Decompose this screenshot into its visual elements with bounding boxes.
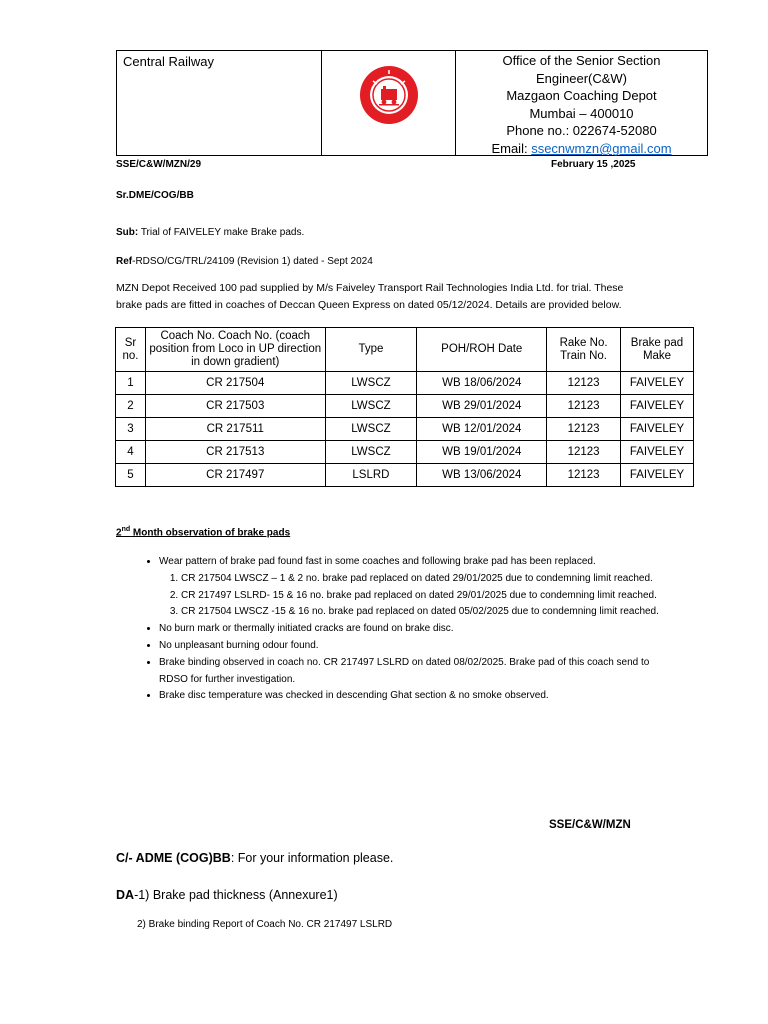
table-row: [116, 372, 694, 395]
table-cell: 4: [116, 441, 146, 464]
subject-label: Sub:: [116, 227, 139, 238]
table-row: [116, 418, 694, 441]
da-item-2: 2) Brake binding Report of Coach No. CR 217497 LSLRD: [137, 919, 393, 930]
table-cell: 12123: [547, 441, 621, 464]
table-cell: 12123: [547, 464, 621, 487]
da-line: [116, 888, 338, 902]
letter-date: February 15 ,2025: [551, 159, 636, 170]
table-cell: FAIVELEY: [621, 418, 694, 441]
list-item: 1. CR 217504 LWSCZ – 1 & 2 no. brake pad replaced on dated 29/01/2025 due to condemning limit reached.: [181, 571, 679, 588]
logo-cell: [322, 51, 456, 155]
list-item: • No burn mark or thermally initiated cracks are found on brake disc.: [159, 621, 679, 638]
copy-text: : For your information please.: [230, 851, 394, 865]
intro-line-2: brake pads are fitted in coaches of Deccan Queen Express on dated 05/12/2024. Details are provided below.: [116, 299, 622, 311]
heading-number: 2: [116, 527, 122, 539]
list-item: • Brake disc temperature was checked in descending Ghat section & no smoke observed.: [159, 688, 679, 705]
subject-line: [116, 227, 304, 238]
email-link[interactable]: ssecnwmzn@gmail.com: [531, 140, 672, 156]
table-row: [116, 464, 694, 487]
table-cell: 12123: [547, 418, 621, 441]
table-cell: WB 12/01/2024: [417, 418, 547, 441]
table-cell: LWSCZ: [325, 395, 417, 418]
list-item-text: Wear pattern of brake pad found fast in some coaches and following brake pad has been replaced.: [159, 556, 596, 567]
table-cell: 2: [116, 395, 146, 418]
table-cell: LWSCZ: [325, 441, 417, 464]
heading-text: Month observation of brake pads: [130, 527, 291, 539]
recipient: Sr.DME/COG/BB: [116, 190, 194, 201]
org-name: Central Railway: [117, 51, 322, 155]
reference-text: -RDSO/CG/TRL/24109 (Revision 1) dated - Sept 2024: [132, 256, 373, 267]
list-item: • Brake binding observed in coach no. CR 217497 LSLRD on dated 08/02/2025. Brake pad of this coach send to RDSO for further investigation.: [159, 655, 679, 689]
table-cell: WB 29/01/2024: [417, 395, 547, 418]
list-item: [159, 554, 679, 621]
table-cell: 3: [116, 418, 146, 441]
list-item: 2. CR 217497 LSLRD- 15 & 16 no. brake pad replaced on dated 29/01/2025 due to condemning limit reached.: [181, 588, 679, 605]
heading-ordinal: nd: [121, 526, 131, 533]
table-row: [116, 395, 694, 418]
col-header-sr-no: Sr no.: [116, 328, 146, 372]
table-cell: LWSCZ: [325, 372, 417, 395]
signature: SSE/C&W/MZN: [549, 819, 631, 831]
office-line: Engineer(C&W): [535, 70, 628, 86]
col-header-type: Type: [325, 328, 417, 372]
email-line: [456, 140, 707, 158]
table-cell: FAIVELEY: [621, 395, 694, 418]
table-cell: LSLRD: [325, 464, 417, 487]
table-cell: CR 217504: [145, 372, 325, 395]
letterhead: [116, 50, 708, 156]
intro-line-1: MZN Depot Received 100 pad supplied by M/s Faiveley Transport Rail Technologies India Ltd. for trial. These: [116, 282, 624, 294]
table-cell: WB 13/06/2024: [417, 464, 547, 487]
table-cell: CR 217511: [145, 418, 325, 441]
replacement-list: [159, 571, 679, 621]
table-cell: LWSCZ: [325, 418, 417, 441]
table-row: [116, 441, 694, 464]
da-item-1: -1) Brake pad thickness (Annexure1): [134, 888, 338, 902]
col-header-coach-no: Coach No. Coach No. (coach position from Loco in UP direction in down gradient): [145, 328, 325, 372]
office-line: Mazgaon Coaching Depot: [506, 88, 657, 104]
table-cell: CR 217513: [145, 441, 325, 464]
table-cell: 12123: [547, 372, 621, 395]
copy-to-line: [116, 851, 393, 865]
subject-text: Trial of FAIVELEY make Brake pads.: [138, 227, 305, 238]
table-cell: WB 19/01/2024: [417, 441, 547, 464]
col-header-poh-roh-date: POH/ROH Date: [417, 328, 547, 372]
indian-railways-logo-icon: [359, 65, 419, 125]
table-cell: CR 217497: [145, 464, 325, 487]
table-cell: 1: [116, 372, 146, 395]
col-header-brake-pad-make: Brake pad Make: [621, 328, 694, 372]
table-cell: 5: [116, 464, 146, 487]
list-item: • No unpleasant burning odour found.: [159, 638, 679, 655]
reference-label: Ref: [116, 256, 133, 267]
email-label: Email:: [491, 140, 532, 156]
table-cell: FAIVELEY: [621, 372, 694, 395]
copy-label: C/- ADME (COG)BB: [116, 851, 231, 865]
office-line: Office of the Senior Section: [502, 53, 661, 68]
table-cell: CR 217503: [145, 395, 325, 418]
observation-heading: [116, 526, 290, 538]
office-line: Mumbai – 400010: [529, 105, 634, 121]
table-cell: FAIVELEY: [621, 441, 694, 464]
reference-line: [116, 256, 373, 267]
table-cell: WB 18/06/2024: [417, 372, 547, 395]
table-cell: FAIVELEY: [621, 464, 694, 487]
brake-pad-trial-table: [115, 327, 694, 487]
office-line: Phone no.: 022674-52080: [506, 123, 657, 139]
ref-number: SSE/C&W/MZN/29: [116, 159, 202, 170]
list-item: 3. CR 217504 LWSCZ -15 & 16 no. brake pad replaced on dated 05/02/2025 due to condemning limit reached.: [181, 604, 679, 621]
col-header-rake-train-no: Rake No. Train No.: [547, 328, 621, 372]
da-label: DA: [116, 888, 135, 902]
table-header-row: [116, 328, 694, 372]
office-address: [456, 51, 707, 155]
table-cell: 12123: [547, 395, 621, 418]
observation-list: [137, 554, 679, 705]
